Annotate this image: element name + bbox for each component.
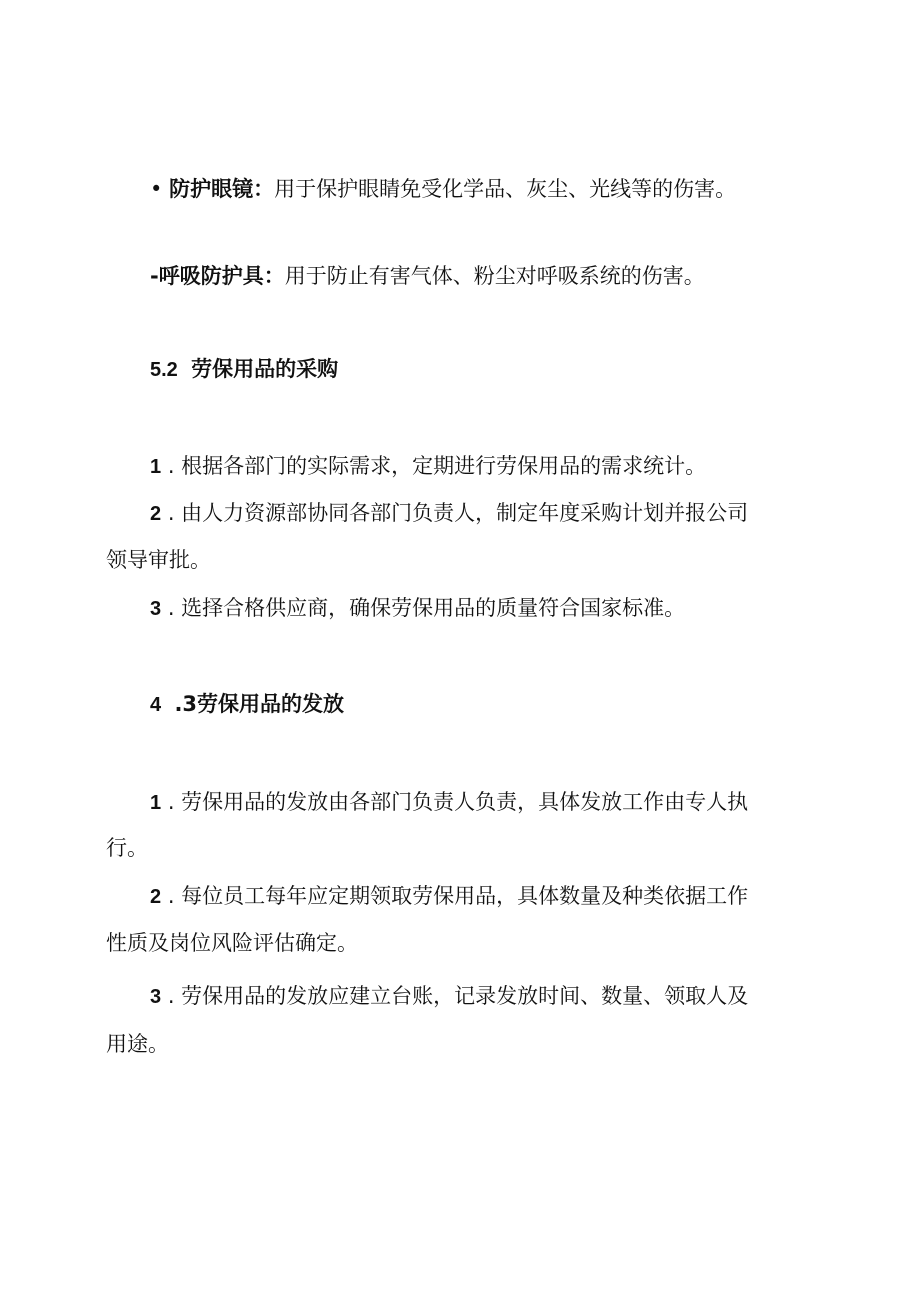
item-number: 2 [150, 503, 162, 525]
item-text-continuation: 行。 [106, 836, 148, 860]
list-item [150, 787, 748, 818]
item-number: 1 [150, 792, 162, 814]
item-text: . 由人力资源部协同各部门负责人，制定年度采购计划并报公司 [167, 501, 749, 525]
item-text: . 劳保用品的发放应建立台账，记录发放时间、数量、领取人及 [167, 984, 749, 1008]
list-item [150, 593, 685, 624]
bullet-term: 呼吸防护具： [158, 264, 285, 288]
section-heading-procurement [150, 354, 338, 385]
item-text-continuation: 性质及岗位风险评估确定。 [106, 931, 358, 955]
list-item [150, 981, 748, 1012]
item-number: 3 [150, 598, 162, 620]
bullet-text: 用于防止有害气体、粉尘对呼吸系统的伤害。 [284, 264, 705, 288]
section-title: 劳保用品的采购 [191, 357, 339, 381]
item-text-continuation: 领导审批。 [106, 548, 211, 572]
section-number: 5.2 [150, 359, 178, 381]
list-item [150, 451, 706, 482]
bullet-text: 用于保护眼睛免受化学品、灰尘、光线等的伤害。 [274, 177, 737, 201]
list-item [150, 498, 748, 529]
item-text: . 每位员工每年应定期领取劳保用品，具体数量及种类依据工作 [167, 884, 749, 908]
section-number: 4 [150, 694, 162, 716]
item-text-continuation: 用途。 [106, 1032, 169, 1056]
bullet-term: 防护眼镜： [169, 177, 275, 201]
list-item [150, 881, 748, 912]
item-text: . 选择合格供应商，确保劳保用品的质量符合国家标准。 [167, 596, 686, 620]
section-heading-distribution [150, 689, 344, 720]
item-text: . 劳保用品的发放由各部门负责人负责，具体发放工作由专人执 [167, 790, 749, 814]
bullet-marker: - [150, 264, 159, 288]
section-title: .3劳保用品的发放 [174, 692, 345, 716]
bullet-goggles [150, 174, 736, 204]
item-number: 3 [150, 986, 162, 1008]
bullet-marker: • [150, 177, 163, 201]
bullet-respirator [150, 261, 705, 291]
item-number: 1 [150, 456, 162, 478]
item-number: 2 [150, 886, 162, 908]
item-text: . 根据各部门的实际需求，定期进行劳保用品的需求统计。 [167, 454, 707, 478]
